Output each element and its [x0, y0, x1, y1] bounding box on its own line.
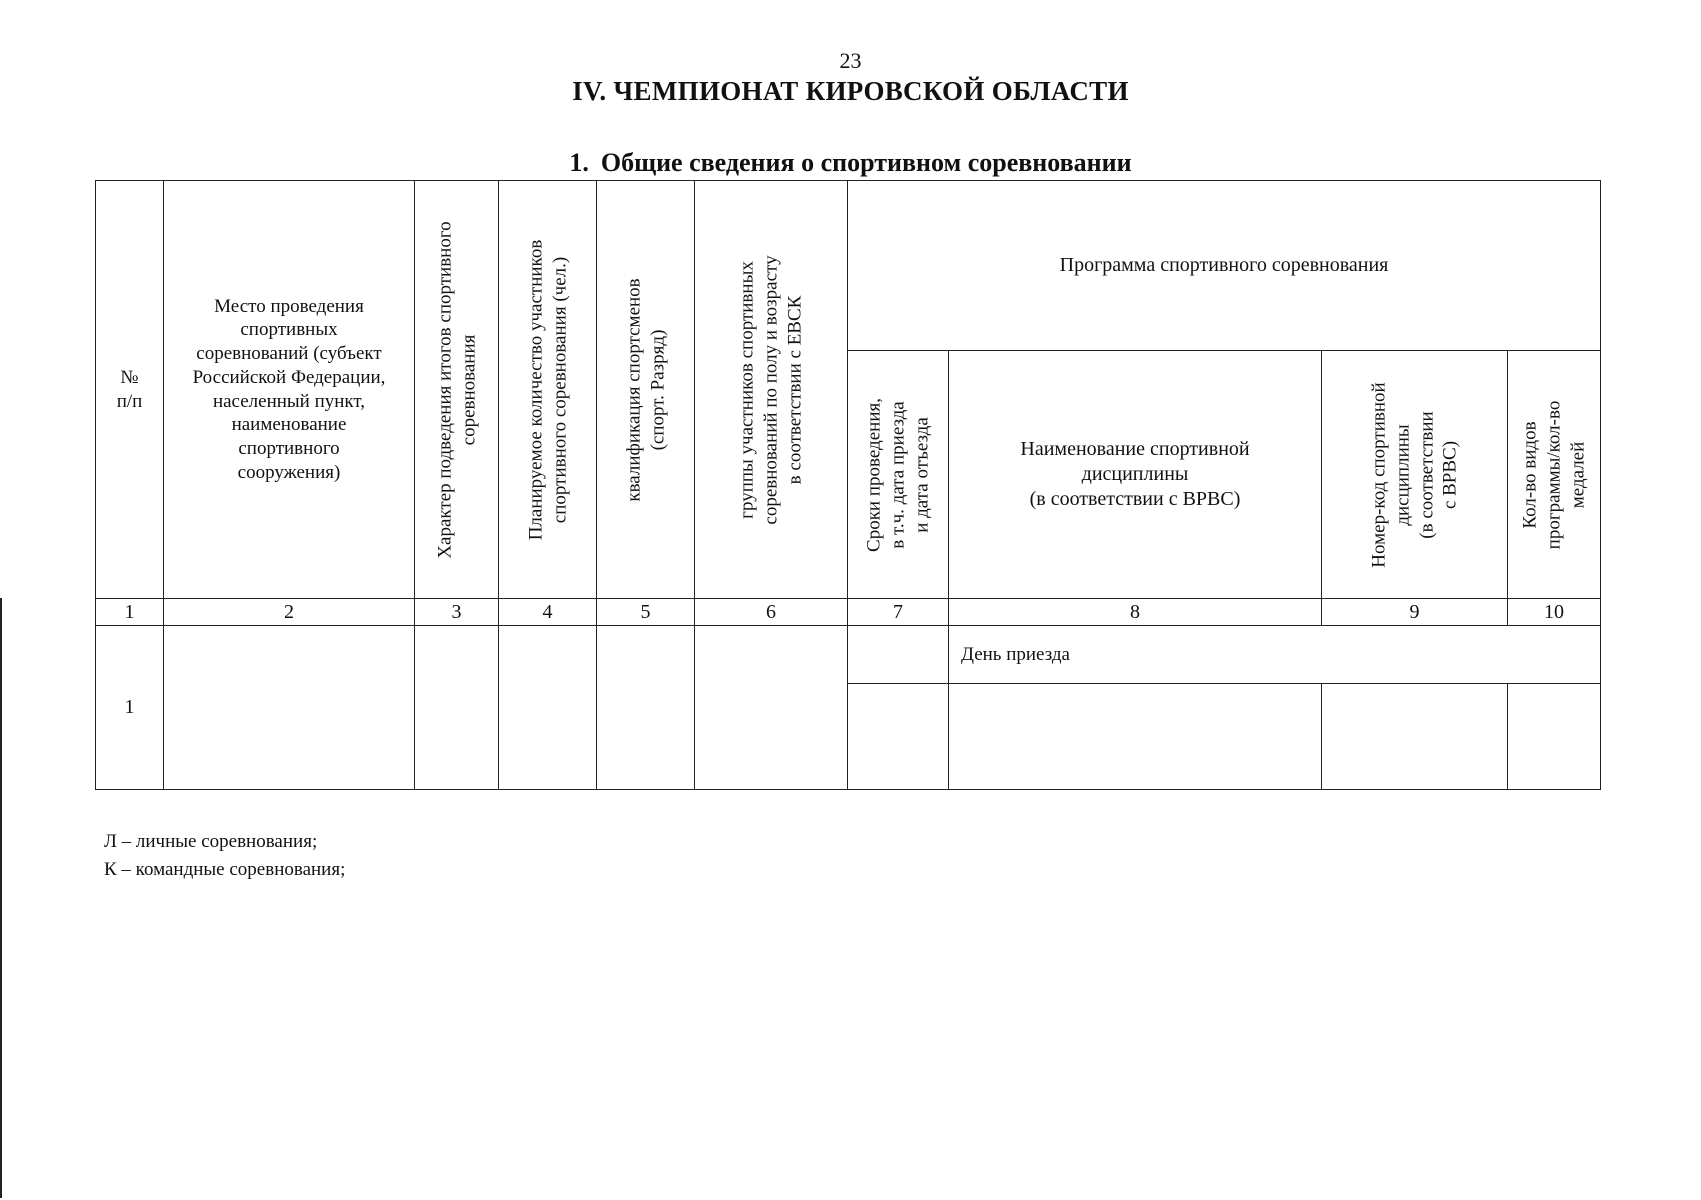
scan-edge-line — [0, 598, 2, 1198]
header-planned-participants-line2: спортивного соревнования (чел.) — [548, 256, 570, 523]
header-events-medals-line1: Кол-во видов — [1519, 420, 1541, 529]
row-index: 1 — [96, 626, 164, 790]
header-qualification-line2: (спорт. Разряд) — [646, 329, 668, 450]
column-numbers-row — [96, 599, 1601, 626]
header-venue-line: соревнований (субъект — [196, 343, 382, 364]
table-row — [96, 626, 1601, 684]
cell-arrival-date — [848, 626, 949, 684]
header-dates-line3: и дата отъезда — [910, 416, 932, 533]
header-planned-participants-line1: Планируемое количество участников — [524, 239, 546, 540]
header-discipline-code — [1322, 351, 1508, 599]
header-participant-groups-line3: в соответствии с ЕВСК — [783, 295, 805, 484]
header-discipline-code-line2: дисциплины — [1391, 423, 1413, 526]
header-participant-groups — [695, 181, 848, 599]
header-planned-participants — [499, 181, 597, 599]
column-number: 10 — [1508, 599, 1601, 626]
cell-venue — [164, 626, 415, 790]
column-number: 5 — [597, 599, 695, 626]
arrival-day-label: День приезда — [949, 626, 1601, 684]
column-number: 1 — [96, 599, 164, 626]
header-results-type-line1: Характер подведения итогов спортивного — [433, 220, 455, 559]
header-venue-line: спортивных — [240, 319, 338, 341]
header-qualification-line1: квалификация спортсменов — [622, 277, 644, 502]
header-results-type-line2: соревнования — [457, 334, 479, 445]
header-discipline-name-line3: (в соответствии с ВРВС) — [1029, 488, 1241, 510]
cell-participant-groups — [695, 626, 848, 790]
header-discipline-code-line4: с ВРВС) — [1439, 440, 1461, 509]
header-number-line1: № — [120, 366, 139, 388]
header-venue — [164, 181, 415, 599]
column-number: 6 — [695, 599, 848, 626]
page-number: 23 — [839, 48, 862, 73]
header-number — [96, 181, 164, 599]
document-title: IV. ЧЕМПИОНАТ КИРОВСКОЙ ОБЛАСТИ — [572, 76, 1129, 106]
header-dates-line2: в т.ч. дата приезда — [887, 400, 909, 549]
legend-notes — [104, 828, 345, 883]
cell-discipline-code — [1322, 684, 1508, 790]
header-discipline-name — [949, 351, 1322, 599]
header-program: Программа спортивного соревнования — [848, 181, 1601, 351]
competition-info-table — [95, 180, 1601, 790]
column-number: 4 — [499, 599, 597, 626]
cell-qualification — [597, 626, 695, 790]
header-results-type — [415, 181, 499, 599]
cell-planned-participants — [499, 626, 597, 790]
header-qualification — [597, 181, 695, 599]
header-events-medals — [1508, 351, 1601, 599]
header-venue-line: населенный пункт, — [212, 390, 366, 412]
header-participant-groups-line1: группы участников спортивных — [736, 260, 758, 519]
cell-dates — [848, 684, 949, 790]
section-number: 1. — [569, 148, 589, 177]
note-individual: Л – личные соревнования; — [104, 831, 318, 852]
header-venue-line: Место проведения — [214, 295, 364, 317]
column-number: 2 — [164, 599, 415, 626]
header-discipline-code-line3: (в соответствии — [1415, 410, 1437, 539]
header-participant-groups-line2: соревнований по полу и возрасту — [760, 254, 782, 525]
header-venue-line: спортивного — [238, 438, 340, 459]
header-dates-line1: Сроки проведения, — [863, 397, 885, 552]
header-venue-line: наименование — [231, 414, 347, 436]
header-dates — [848, 351, 949, 599]
header-discipline-name-line2: дисциплины — [1081, 463, 1189, 485]
header-venue-line: Российской Федерации, — [192, 366, 386, 388]
section-title-text: Общие сведения о спортивном соревновании — [600, 148, 1132, 177]
section-title — [0, 148, 1701, 178]
cell-discipline-name — [949, 684, 1322, 790]
column-number: 7 — [848, 599, 949, 626]
header-number-line2: п/п — [116, 390, 143, 412]
column-number: 3 — [415, 599, 499, 626]
column-number: 8 — [949, 599, 1322, 626]
cell-results-type — [415, 626, 499, 790]
cell-events-medals — [1508, 684, 1601, 790]
note-team: К – командные соревнования; — [104, 858, 346, 880]
column-number: 9 — [1322, 599, 1508, 626]
header-venue-line: сооружения) — [237, 461, 341, 483]
header-discipline-name-line1: Наименование спортивной — [1020, 438, 1250, 460]
header-events-medals-line2: программы/кол-во — [1543, 400, 1565, 549]
header-events-medals-line3: медалей — [1566, 441, 1588, 508]
header-discipline-code-line1: Номер-код спортивной — [1368, 381, 1389, 568]
